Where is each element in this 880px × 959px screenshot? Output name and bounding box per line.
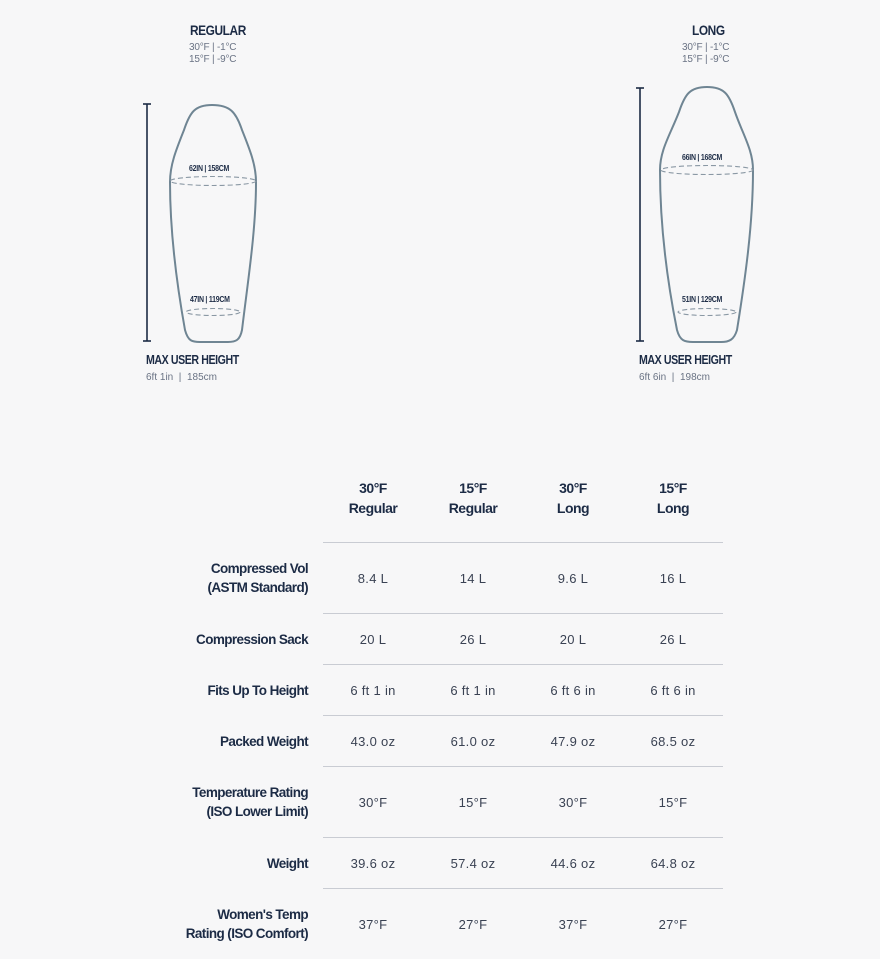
- max-user-height-value: 6ft 1in | 185cm: [146, 372, 217, 383]
- diagram-title: LONG: [692, 22, 725, 38]
- table-cell: 37°F: [523, 889, 623, 959]
- height-bar: [143, 104, 151, 341]
- table-cell: 27°F: [623, 889, 723, 959]
- row-label: [180, 543, 323, 614]
- table-row: [180, 838, 723, 889]
- max-user-height-label: MAX USER HEIGHT: [146, 353, 239, 367]
- hip-girth: 51IN | 129CM: [682, 294, 722, 304]
- header-spacer: [180, 478, 323, 543]
- table-row: [180, 767, 723, 838]
- row-label-line: (ISO Lower Limit): [180, 802, 308, 821]
- height-bar: [636, 88, 644, 341]
- table-cell: 26 L: [423, 614, 523, 665]
- table-cell: 37°F: [323, 889, 423, 959]
- spec-comparison-table: [180, 478, 723, 959]
- table-cell: 44.6 oz: [523, 838, 623, 889]
- column-header: [523, 478, 623, 543]
- column-header-line: Regular: [323, 498, 423, 518]
- table-cell: 16 L: [623, 543, 723, 614]
- table-row: [180, 614, 723, 665]
- row-label: [180, 889, 323, 959]
- column-header-line: 30°F: [523, 478, 623, 498]
- table-cell: 8.4 L: [323, 543, 423, 614]
- table-cell: 20 L: [523, 614, 623, 665]
- table-cell: 47.9 oz: [523, 716, 623, 767]
- table-cell: 68.5 oz: [623, 716, 723, 767]
- table-cell: 43.0 oz: [323, 716, 423, 767]
- row-label-line: Compressed Vol: [180, 559, 308, 578]
- column-header-line: Long: [523, 498, 623, 518]
- column-header-line: 15°F: [623, 478, 723, 498]
- table-cell: 30°F: [523, 767, 623, 838]
- row-label: Weight: [180, 838, 323, 889]
- table-header-row: [180, 478, 723, 543]
- table-row: [180, 716, 723, 767]
- column-header: [323, 478, 423, 543]
- table-cell: 9.6 L: [523, 543, 623, 614]
- table-cell: 26 L: [623, 614, 723, 665]
- table-cell: 6 ft 1 in: [423, 665, 523, 716]
- table-cell: 6 ft 1 in: [323, 665, 423, 716]
- table-row: [180, 543, 723, 614]
- table-cell: 57.4 oz: [423, 838, 523, 889]
- column-header-line: Regular: [423, 498, 523, 518]
- row-label: Packed Weight: [180, 716, 323, 767]
- column-header: [623, 478, 723, 543]
- row-label-line: Temperature Rating: [180, 783, 308, 802]
- temp-rating-line: 15°F | -9°C: [189, 54, 236, 65]
- temp-rating-line: 30°F | -1°C: [189, 42, 236, 53]
- table-row: [180, 889, 723, 959]
- table-cell: 64.8 oz: [623, 838, 723, 889]
- row-label-line: Women's Temp: [180, 905, 308, 924]
- row-label: Fits Up To Height: [180, 665, 323, 716]
- diagram-long: [633, 0, 833, 400]
- row-label: [180, 767, 323, 838]
- sleeping-bag-outline: [140, 0, 340, 400]
- hip-girth: 47IN | 119CM: [190, 294, 230, 304]
- table-cell: 61.0 oz: [423, 716, 523, 767]
- column-header-line: 30°F: [323, 478, 423, 498]
- max-user-height-value: 6ft 6in | 198cm: [639, 372, 710, 383]
- row-label-line: (ASTM Standard): [180, 578, 308, 597]
- table-cell: 6 ft 6 in: [523, 665, 623, 716]
- row-label-line: Rating (ISO Comfort): [180, 924, 308, 943]
- table-cell: 15°F: [623, 767, 723, 838]
- table-row: [180, 665, 723, 716]
- temp-rating-line: 15°F | -9°C: [682, 54, 729, 65]
- column-header-line: 15°F: [423, 478, 523, 498]
- row-label: Compression Sack: [180, 614, 323, 665]
- table-cell: 39.6 oz: [323, 838, 423, 889]
- shoulder-girth: 66IN | 168CM: [682, 152, 722, 162]
- table-cell: 6 ft 6 in: [623, 665, 723, 716]
- temp-rating-line: 30°F | -1°C: [682, 42, 729, 53]
- table-cell: 20 L: [323, 614, 423, 665]
- table-cell: 30°F: [323, 767, 423, 838]
- sleeping-bag-outline: [633, 0, 833, 400]
- max-user-height-label: MAX USER HEIGHT: [639, 353, 732, 367]
- shoulder-girth: 62IN | 158CM: [189, 163, 229, 173]
- column-header-line: Long: [623, 498, 723, 518]
- table-cell: 14 L: [423, 543, 523, 614]
- table-cell: 27°F: [423, 889, 523, 959]
- diagram-title: REGULAR: [190, 22, 246, 38]
- table-cell: 15°F: [423, 767, 523, 838]
- diagram-regular: [140, 0, 340, 400]
- column-header: [423, 478, 523, 543]
